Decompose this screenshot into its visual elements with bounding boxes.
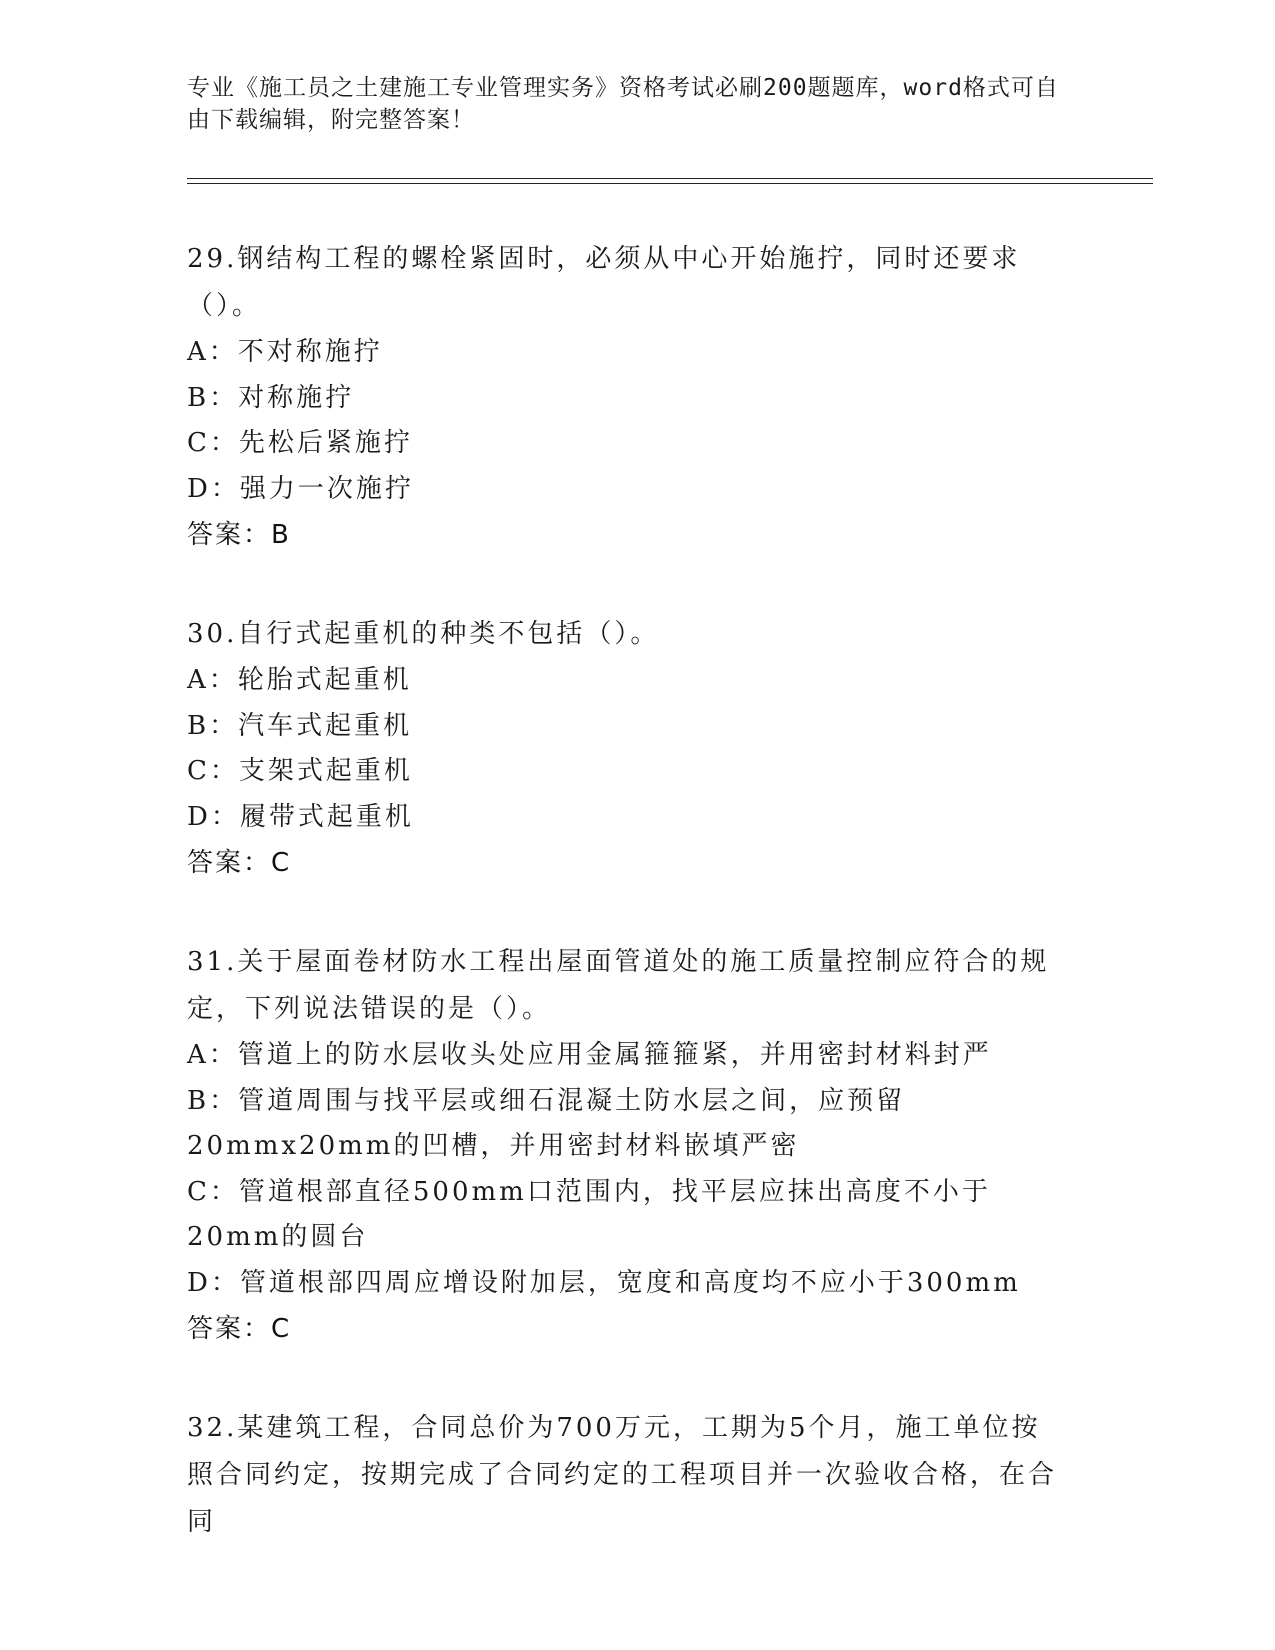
document-header	[187, 72, 1067, 136]
question-text: 31.关于屋面卷材防水工程出屋面管道处的施工质量控制应符合的规定，下列说法错误的是（）。	[187, 947, 1050, 1024]
option-a: A：不对称施拧	[187, 337, 383, 367]
question-list	[187, 236, 1067, 1599]
option-a: A：轮胎式起重机	[187, 665, 412, 695]
option-d: D：管道根部四周应增设附加层，宽度和高度均不应小于300mm	[187, 1267, 1021, 1298]
question-29	[187, 236, 1067, 558]
answer: 答案：C	[187, 1314, 292, 1344]
option-c: C：先松后紧施拧	[187, 428, 413, 458]
option-c: C：支架式起重机	[187, 756, 413, 786]
answer: 答案：C	[187, 848, 292, 878]
option-d: D：强力一次施拧	[187, 473, 414, 504]
option-c: C：管道根部直径500mm口范围内，找平层应抹出高度不小于20mm的圆台	[187, 1176, 991, 1252]
option-a: A：管道上的防水层收头处应用金属箍箍紧，并用密封材料封严	[187, 1040, 992, 1070]
header-divider-top	[187, 178, 1153, 179]
question-text: 32.某建筑工程，合同总价为700万元，工期为5个月，施工单位按照合同约定，按期完成了合同约定的工程项目并一次验收合格，在合同	[187, 1413, 1058, 1537]
answer: 答案：B	[187, 520, 291, 550]
option-b: B：对称施拧	[187, 382, 355, 413]
question-30	[187, 611, 1067, 886]
question-32	[187, 1405, 1067, 1546]
option-b: B：管道周围与找平层或细石混凝土防水层之间，应预留20mmx20mm的凹槽，并用密封材料嵌填严密	[187, 1085, 906, 1161]
question-text: 29.钢结构工程的螺栓紧固时，必须从中心开始施拧，同时还要求（）。	[187, 244, 1021, 321]
header-divider-bottom	[187, 183, 1153, 184]
header-title: 专业《施工员之土建施工专业管理实务》资格考试必刷200题题库，word格式可自由下载编辑，附完整答案！	[187, 75, 1059, 133]
question-text: 30.自行式起重机的种类不包括（）。	[187, 619, 660, 649]
question-31	[187, 939, 1067, 1352]
option-d: D：履带式起重机	[187, 801, 414, 832]
option-b: B：汽车式起重机	[187, 710, 413, 741]
